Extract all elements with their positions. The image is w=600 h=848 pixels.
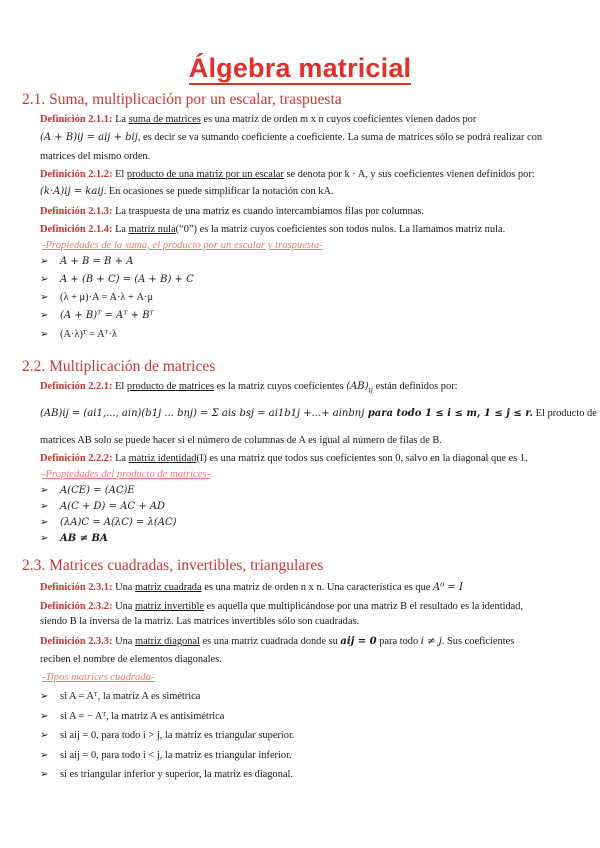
definition-2-2-1: Definición 2.2.1: El producto de matrices es la matriz cuyos coeficientes $(AB)_{ij}$ están definidos por: bbox=[40, 381, 458, 394]
property-item: ➢ A(CE) = (AC)E bbox=[40, 485, 135, 496]
property-item: ➢ A + B = B + A bbox=[40, 256, 134, 267]
definition-2-2-1-formula: (AB)ij = (ai1,..., ain)(b1j ... bnj) = Σ ais bsj = ai1b1j +...+ ainbnj para todo 1 ≤ i ≤ m, 1 ≤ j ≤ r. El producto de bbox=[40, 408, 597, 419]
definition-2-3-3: Definición 2.3.3: Una matriz diagonal es una matriz cuadrada donde su aij = 0 para todo i ≠ j. Sus coeficientes bbox=[40, 636, 515, 647]
section-heading-2-1: 2.1. Suma, multiplicación por un escalar, traspuesta bbox=[22, 91, 342, 108]
definition-2-1-1-formula: (A + B)ij = aij + bij, es decir se va sumando coeficiente a coeficiente. La suma de matrices sólo se podrá realizar con bbox=[40, 132, 543, 143]
type-item: ➢ si A = − Aᵀ, la matriz A es antisimétrica bbox=[40, 711, 225, 722]
type-item: ➢ si aij = 0, para todo i > j, la matriz es triangular superior. bbox=[40, 730, 295, 741]
definition-2-1-1-tail: matrices del mismo orden. bbox=[40, 151, 151, 162]
types-title-2-3: -Tipos matrices cuadrada- bbox=[42, 672, 155, 683]
definition-2-1-2-formula: (k·A)ij = kaij. En ocasiones se puede simplificar la notación con kA. bbox=[40, 186, 334, 197]
definition-2-2-1-tail: matrices AB solo se puede hacer si el número de columnas de A es igual al número de filas de B. bbox=[40, 435, 442, 446]
property-item: ➢ A + (B + C) = (A + B) + C bbox=[40, 274, 194, 285]
definition-2-1-2: Definición 2.1.2: El producto de una matriz por un escalar se denota por k · A, y sus coeficientes vienen definidos por: bbox=[40, 169, 535, 180]
properties-title-2-2: -Propiedades del producto de matrices- bbox=[42, 469, 211, 480]
properties-title-2-1: -Propiedades de la suma, el producto por un escalar y traspuesta- bbox=[42, 240, 323, 251]
definition-2-3-3-tail: reciben el nombre de elementos diagonales. bbox=[40, 654, 222, 665]
definition-2-1-4: Definición 2.1.4: La matriz nula(“0”) es la matriz cuyos coeficientes son todos nulos. La llamamos matriz nula. bbox=[40, 224, 506, 235]
property-item: ➢ AB ≠ BA bbox=[40, 533, 108, 544]
type-item: ➢ si aij = 0, para todo i < j, la matriz es triangular inferior. bbox=[40, 750, 292, 761]
section-heading-2-2: 2.2. Multiplicación de matrices bbox=[22, 358, 216, 375]
type-item: ➢ si es triangular inferior y superior, la matriz es diagonal. bbox=[40, 769, 294, 780]
definition-2-2-2: Definición 2.2.2: La matriz identidad(I) es una matriz que todos sus coeficientes son 0, salvo en la diagonal que es 1. bbox=[40, 453, 528, 464]
property-item: ➢ (A·λ)ᵀ = Aᵀ·λ bbox=[40, 329, 117, 340]
section-heading-2-3: 2.3. Matrices cuadradas, invertibles, triangulares bbox=[22, 557, 324, 574]
page-title: Álgebra matricial bbox=[188, 53, 412, 83]
property-item: ➢ (λ + μ)·A = A·λ + A·μ bbox=[40, 292, 154, 303]
definition-2-3-2-tail: siendo B la inversa de la matriz. Las matrices invertibles sólo son cuadradas. bbox=[40, 616, 360, 627]
property-item: ➢ A(C + D) = AC + AD bbox=[40, 501, 166, 512]
type-item: ➢ si A = Aᵀ, la matriz A es simétrica bbox=[40, 691, 201, 702]
definition-2-3-2: Definición 2.3.2: Una matriz invertible es aquella que multiplicándose por una matriz B el resultado es la identidad, bbox=[40, 601, 524, 612]
definition-2-1-3: Definición 2.1.3: La traspuesta de una matriz es cuando intercambiamos filas por columnas. bbox=[40, 206, 425, 217]
property-item: ➢ (A + B)ᵀ = Aᵀ + Bᵀ bbox=[40, 310, 154, 321]
definition-2-1-1: Definición 2.1.1: La suma de matrices es una matriz de orden m x n cuyos coeficientes vienen dados por bbox=[40, 114, 477, 125]
property-item: ➢ (λA)C = A(λC) = λ(AC) bbox=[40, 517, 177, 528]
definition-2-3-1: Definición 2.3.1: Una matriz cuadrada es una matriz de orden n x n. Una característica es que A⁰ = I bbox=[40, 582, 463, 593]
